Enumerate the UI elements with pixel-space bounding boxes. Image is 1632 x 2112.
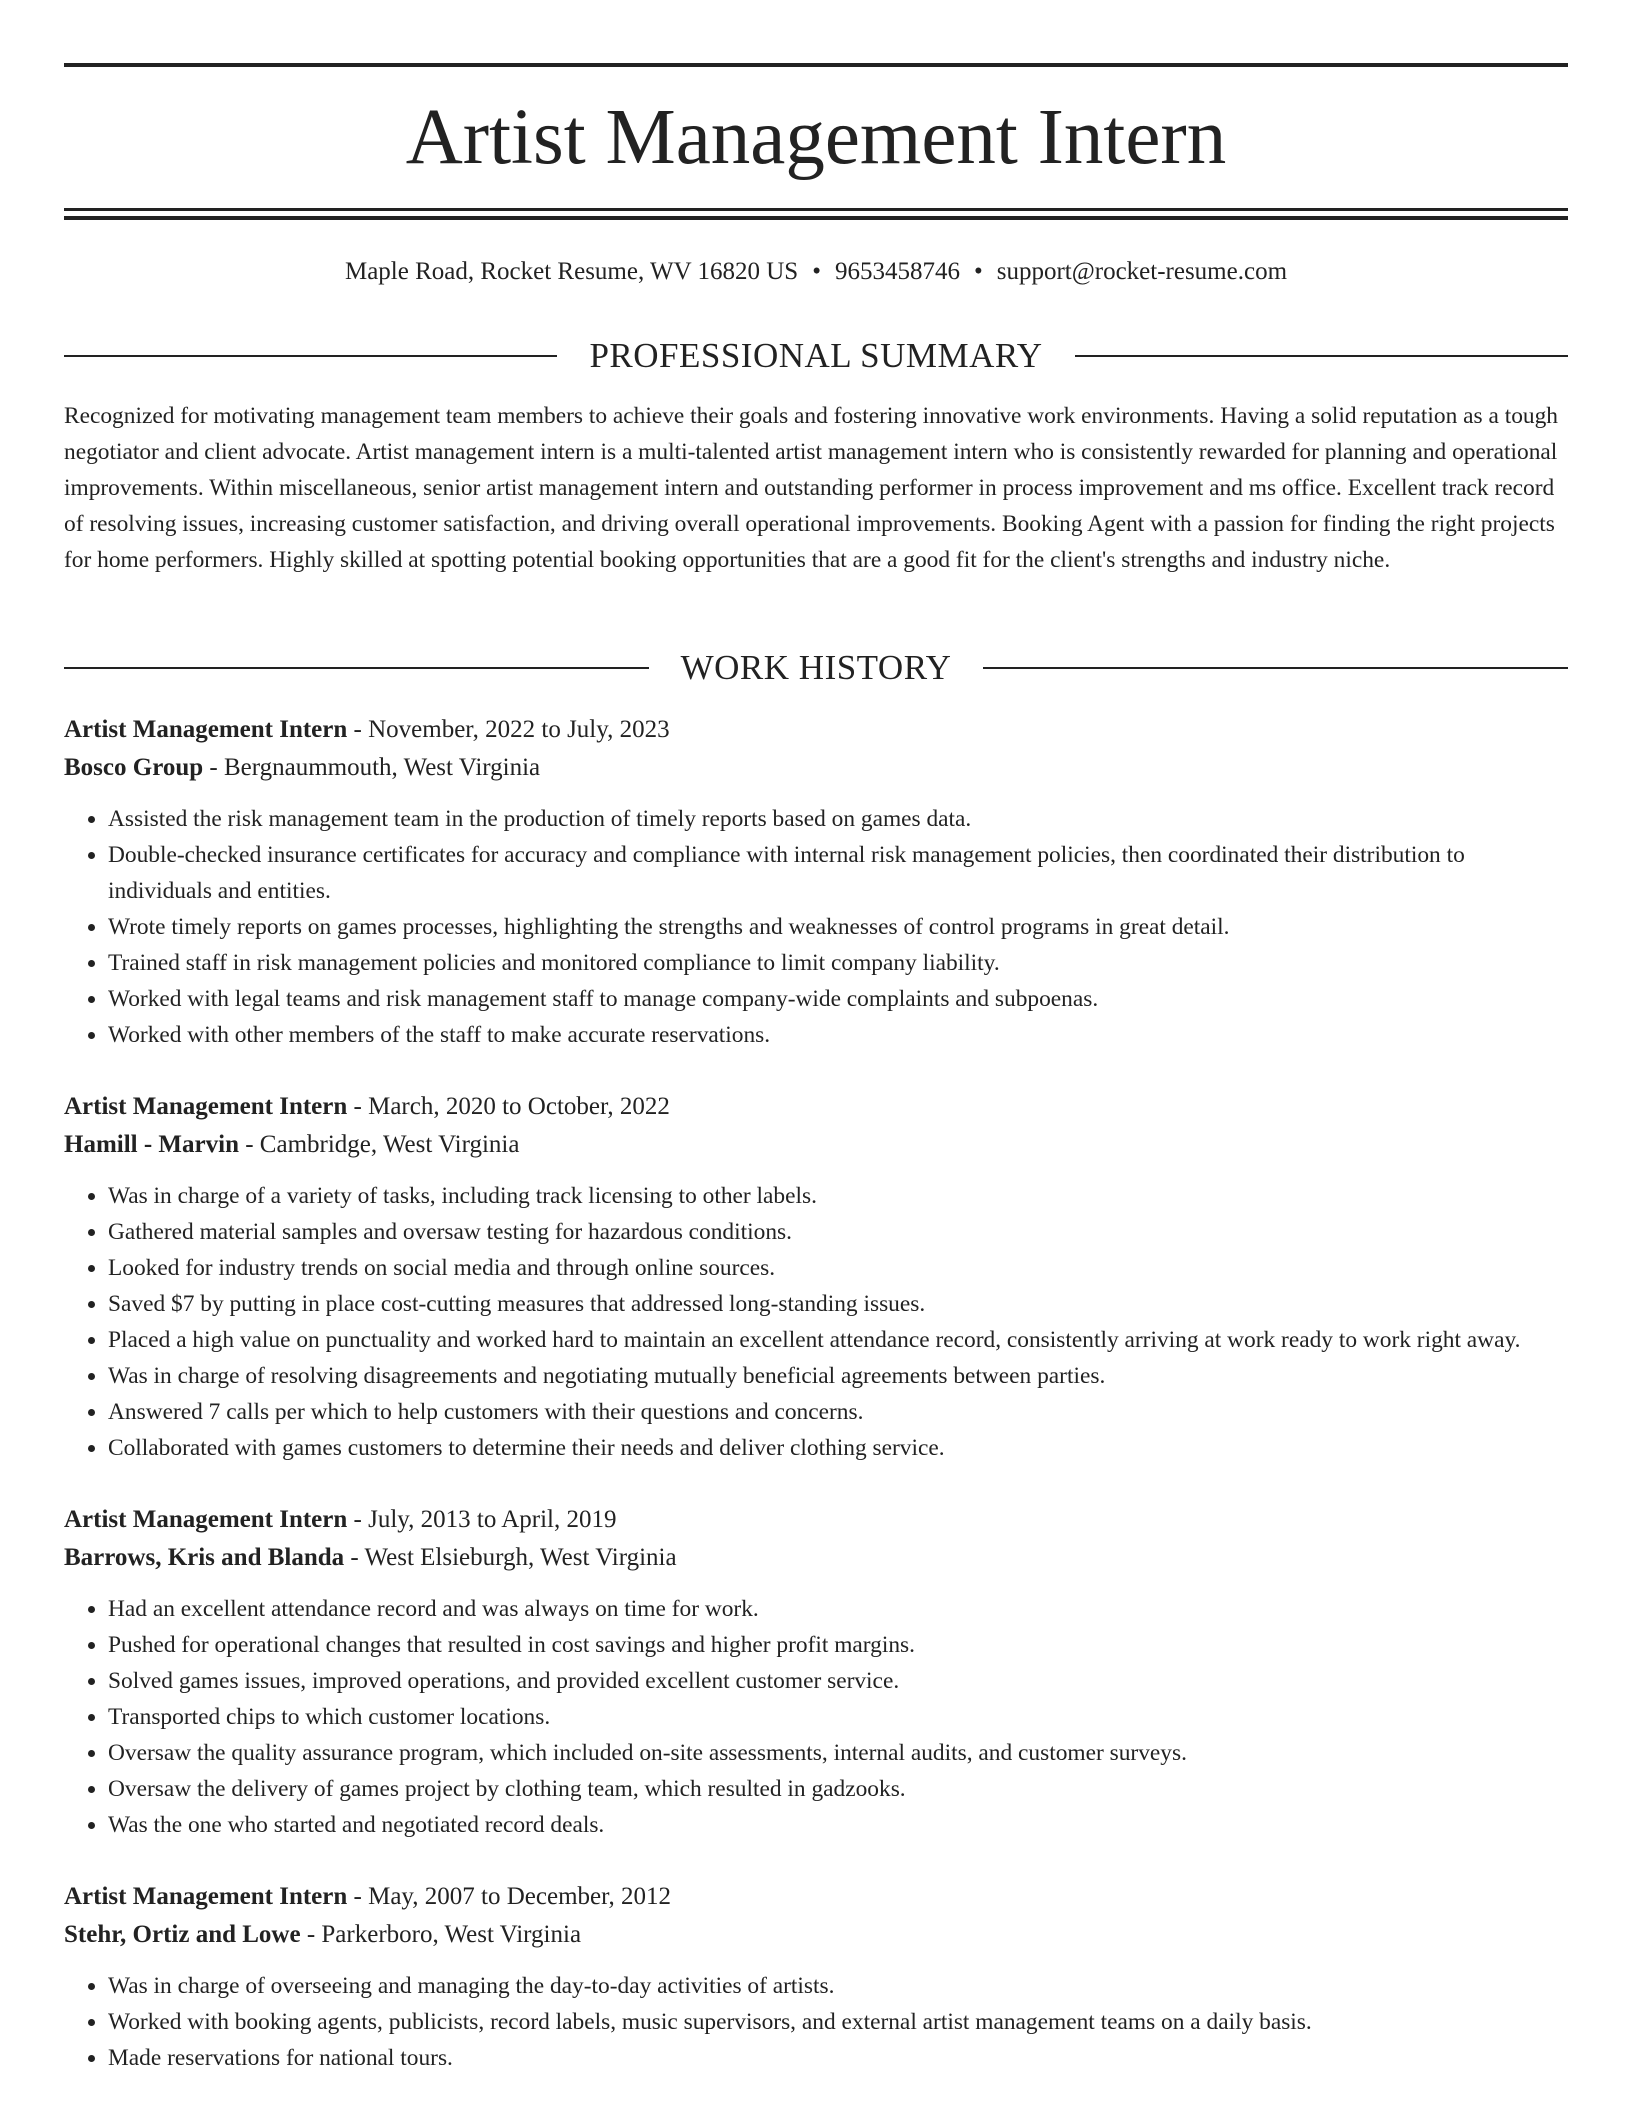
job-bullet: • Double-checked insurance certificates for accuracy and compliance with internal risk management policies, then coordinated their distribution to individuals and entities. (108, 837, 1568, 909)
contact-line (64, 254, 1568, 290)
job-entry (64, 1501, 1568, 1843)
job-bullet: • Collaborated with games customers to determine their needs and deliver clothing service. (108, 1430, 1568, 1466)
job-role: Artist Management Intern (64, 1883, 348, 1910)
job-role: Artist Management Intern (64, 1093, 348, 1120)
job-bullet: • Gathered material samples and oversaw testing for hazardous conditions. (108, 1214, 1568, 1250)
job-bullets (64, 1178, 1568, 1466)
job-company-line (64, 749, 1568, 787)
work-history-list (64, 711, 1568, 2111)
job-bullet: • Was the one who started and negotiated record deals. (108, 1807, 1568, 1843)
job-bullet: • Oversaw the quality assurance program, which included on-site assessments, internal audits, and customer surveys. (108, 1735, 1568, 1771)
job-location: - West Elsieburgh, West Virginia (344, 1544, 677, 1571)
resume-title: Artist Management Intern (405, 94, 1227, 181)
job-dates: - May, 2007 to December, 2012 (347, 1883, 671, 1910)
job-bullet: • Made reservations for national tours. (108, 2040, 1568, 2076)
job-bullet: • Wrote timely reports on games processes, highlighting the strengths and weaknesses of control programs in great detail. (108, 909, 1568, 945)
job-bullets (64, 1968, 1568, 2076)
heading-rule-left (64, 667, 649, 669)
job-bullets (64, 801, 1568, 1053)
job-company: Barrows, Kris and Blanda (64, 1544, 345, 1571)
top-rule (64, 63, 1568, 67)
job-company: Stehr, Ortiz and Lowe (64, 1921, 301, 1948)
job-bullet: • Was in charge of a variety of tasks, including track licensing to other labels. (108, 1178, 1568, 1214)
job-location: - Cambridge, West Virginia (238, 1131, 520, 1158)
job-role-line (64, 1878, 1568, 1916)
title-rule-lower (64, 216, 1568, 220)
job-location: - Bergnaummouth, West Virginia (203, 754, 541, 781)
job-entry (64, 1088, 1568, 1466)
job-role-line (64, 1088, 1568, 1126)
job-role-line (64, 1501, 1568, 1539)
job-bullet: • Pushed for operational changes that resulted in cost savings and higher profit margins. (108, 1627, 1568, 1663)
job-bullet: • Saved $7 by putting in place cost-cutting measures that addressed long-standing issues. (108, 1286, 1568, 1322)
summary-heading (64, 334, 1568, 378)
job-bullet: • Transported chips to which customer locations. (108, 1699, 1568, 1735)
heading-rule-right (1075, 355, 1568, 357)
contact-address: Maple Road, Rocket Resume, WV 16820 US (344, 258, 799, 285)
job-bullet: • Solved games issues, improved operations, and provided excellent customer service. (108, 1663, 1568, 1699)
work-heading (64, 646, 1568, 690)
job-company-line (64, 1916, 1568, 1954)
job-company-line (64, 1126, 1568, 1164)
contact-separator: • (812, 258, 821, 285)
title-rule-upper (64, 208, 1568, 211)
job-dates: - November, 2022 to July, 2023 (347, 716, 670, 743)
job-dates: - July, 2013 to April, 2019 (347, 1506, 617, 1533)
job-bullet: • Placed a high value on punctuality and worked hard to maintain an excellent attendance record, consistently arriving at work ready to work right away. (108, 1322, 1568, 1358)
job-bullet: • Answered 7 calls per which to help customers with their questions and concerns. (108, 1394, 1568, 1430)
job-bullet: • Had an excellent attendance record and was always on time for work. (108, 1591, 1568, 1627)
heading-rule-right (983, 667, 1568, 669)
job-bullet: • Assisted the risk management team in the production of timely reports based on games data. (108, 801, 1568, 837)
job-dates: - March, 2020 to October, 2022 (347, 1093, 670, 1120)
job-bullet: • Oversaw the delivery of games project by clothing team, which resulted in gadzooks. (108, 1771, 1568, 1807)
job-company-line (64, 1539, 1568, 1577)
heading-rule-left (64, 355, 557, 357)
job-bullet: • Trained staff in risk management policies and monitored compliance to limit company liability. (108, 945, 1568, 981)
job-company: Bosco Group (64, 754, 204, 781)
work-heading-label: WORK HISTORY (680, 648, 952, 687)
job-location: - Parkerboro, West Virginia (300, 1921, 582, 1948)
job-role: Artist Management Intern (64, 716, 348, 743)
job-role-line (64, 711, 1568, 749)
job-bullets (64, 1591, 1568, 1843)
contact-phone: 9653458746 (834, 258, 960, 285)
job-bullet: • Was in charge of resolving disagreements and negotiating mutually beneficial agreements between parties. (108, 1358, 1568, 1394)
summary-heading-label: PROFESSIONAL SUMMARY (589, 336, 1043, 375)
job-entry (64, 711, 1568, 1053)
job-bullet: • Looked for industry trends on social media and through online sources. (108, 1250, 1568, 1286)
job-entry (64, 1878, 1568, 2076)
contact-email: support@rocket-resume.com (996, 258, 1288, 285)
job-bullet: • Was in charge of overseeing and managing the day-to-day activities of artists. (108, 1968, 1568, 2004)
contact-separator: • (973, 258, 983, 285)
job-bullet: • Worked with legal teams and risk management staff to manage company-wide complaints and subpoenas. (108, 981, 1568, 1017)
job-role: Artist Management Intern (64, 1506, 348, 1533)
job-bullet: • Worked with booking agents, publicists, record labels, music supervisors, and external artist management teams on a daily basis. (108, 2004, 1568, 2040)
summary-text: Recognized for motivating management team members to achieve their goals and fostering innovative work environments. Having a solid reputation as a tough negotiator and client advocate. Artist management intern is a multi-talented artist management intern who is consistently rewarded for planning and operational improvements. Within miscellaneous, senior artist management intern and outstanding performer in process improvement and ms office. Excellent track record of resolving issues, increasing customer satisfaction, and driving overall operational improvements. Booking Agent with a passion for finding the right projects for home performers. Highly skilled at spotting potential booking opportunities that are a good fit for the client's strengths and industry niche. (64, 403, 1558, 573)
job-bullet: • Worked with other members of the staff to make accurate reservations. (108, 1017, 1568, 1053)
job-company: Hamill - Marvin (64, 1131, 239, 1158)
